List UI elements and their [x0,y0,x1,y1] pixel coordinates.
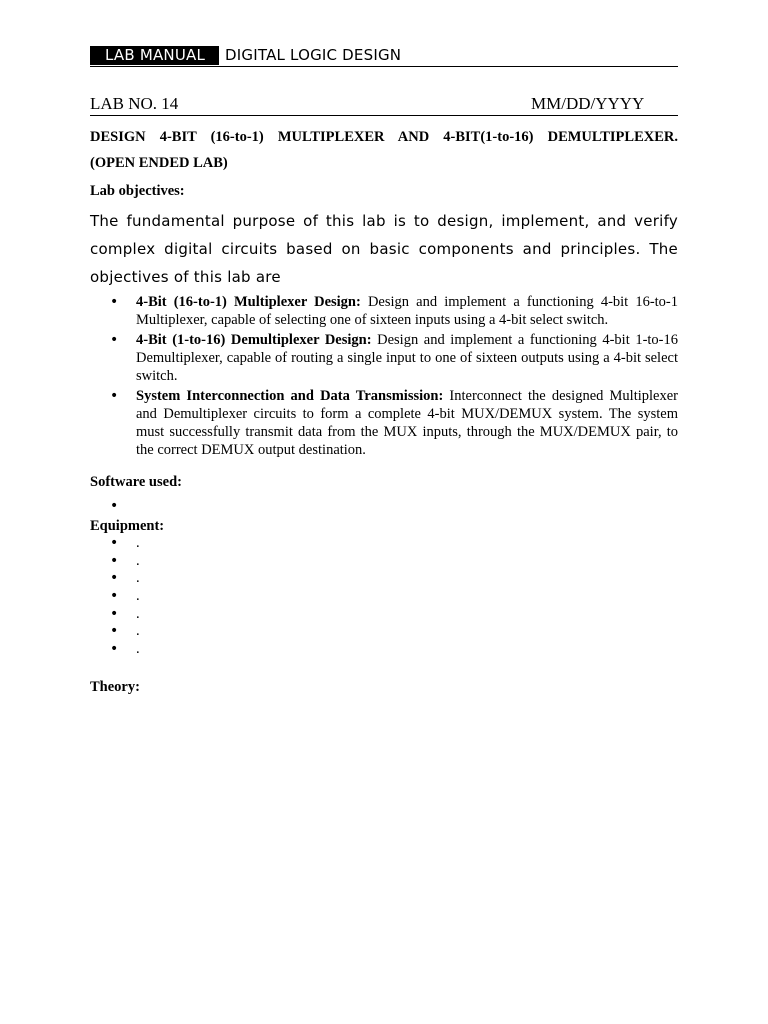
lab-subtitle: (OPEN ENDED LAB) [90,155,228,171]
equipment-item [90,535,140,553]
lab-manual-badge: LAB MANUAL [90,46,219,65]
lab-number: LAB NO. 14 [90,94,179,113]
bullet-icon: • [110,552,119,569]
software-list [90,498,136,516]
equipment-item [90,623,140,641]
lab-date: MM/DD/YYYY [531,94,645,113]
equipment-item-text: . [136,552,140,569]
objective-item [90,331,678,385]
equipment-item-text: . [136,641,140,658]
software-heading: Software used: [90,474,182,490]
bullet-icon: • [110,641,119,658]
objective-item [90,293,678,329]
objective-text: Design and implement a functioning 4-bit 1-to-16 Demultiplexer, capable of routing a single input to one of sixteen outputs using a 4-bit select switch. [136,332,679,384]
bullet-icon: • [110,294,119,310]
course-title: DIGITAL LOGIC DESIGN [225,46,402,64]
bullet-icon: • [110,388,119,404]
page-header [90,46,678,67]
objective-title: System Interconnection and Data Transmission: [136,388,444,404]
equipment-item [90,641,140,659]
equipment-item-text: . [136,623,140,640]
software-item [90,498,136,516]
document-page [90,0,678,1024]
objectives-intro: The fundamental purpose of this lab is to design, implement, and verify complex digital circuits based on basic components and principles. The objectives of this lab are [90,212,678,286]
theory-heading: Theory: [90,679,140,695]
lab-title: DESIGN 4-BIT (16-to-1) MULTIPLEXER AND 4-BIT(1-to-16) DEMULTIPLEXER. [90,129,678,145]
equipment-item [90,606,140,624]
equipment-list [90,535,140,659]
objective-text: Design and implement a functioning 4-bit 16-to-1 Multiplexer, capable of selecting one of sixteen inputs using a 4-bit select switch. [136,294,679,328]
objective-item [90,387,678,459]
equipment-item-text: . [136,605,140,622]
objectives-list [90,293,678,461]
equipment-item-text: . [136,588,140,605]
lab-info-row [90,93,678,116]
equipment-item [90,570,140,588]
bullet-icon: • [110,570,119,587]
equipment-heading: Equipment: [90,518,165,534]
objective-title: 4-Bit (16-to-1) Multiplexer Design: [136,294,361,310]
bullet-icon: • [110,623,119,640]
equipment-item-text: . [136,535,140,551]
bullet-icon: • [110,332,119,348]
bullet-icon: • [110,535,119,551]
equipment-item [90,553,140,571]
objective-title: 4-Bit (1-to-16) Demultiplexer Design: [136,332,372,348]
bullet-icon: • [110,605,119,622]
bullet-icon: • [110,588,119,605]
bullet-icon: • [110,498,119,514]
objective-text: Interconnect the designed Multiplexer and Demultiplexer circuits to form a complete 4-bit MUX/DEMUX system. The system must successfully transmit data from the MUX inputs, through the MUX/DEMUX pair, to the correct DEMUX output destination. [136,388,678,458]
equipment-item-text: . [136,570,140,587]
equipment-item [90,588,140,606]
objectives-heading: Lab objectives: [90,183,185,199]
